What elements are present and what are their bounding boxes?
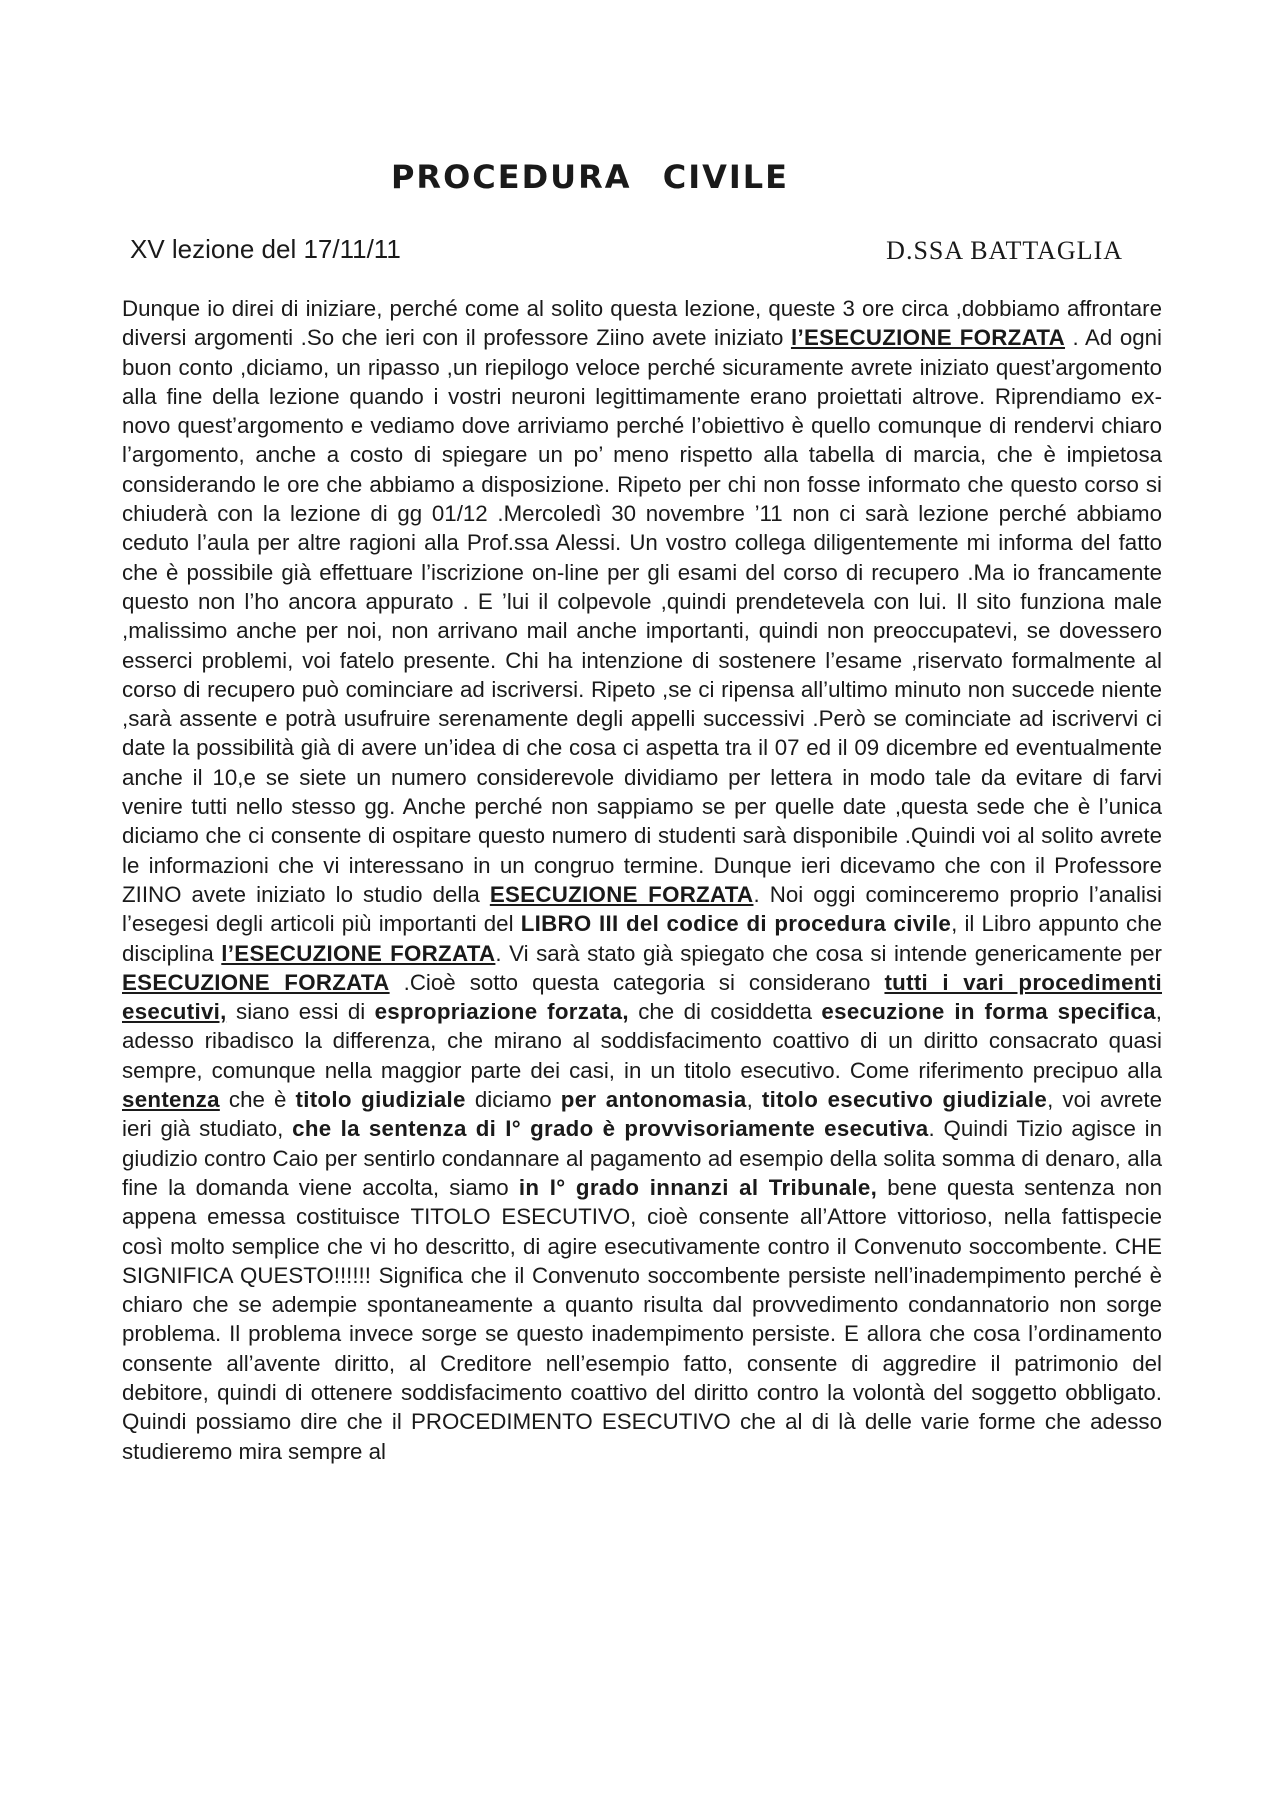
text-run: Dunque io direi di iniziare, perché come al solito questa lezione, queste 3 ore circa ,dobbiamo affrontare diversi argomenti .So che ieri con il professore Ziino avete iniziato: [122, 296, 1162, 351]
text-run: , il Libro appunto che disciplina: [122, 911, 1162, 966]
emphasis-bold: titolo giudiziale: [295, 1087, 466, 1113]
text-run: che di cosiddetta: [628, 999, 822, 1025]
emphasis-underlined: l’ESECUZIONE FORZATA: [790, 325, 1066, 351]
emphasis-bold: che la sentenza di I° grado è provvisoriamente esecutiva: [292, 1116, 929, 1142]
emphasis-bold: in I° grado innanzi al Tribunale,: [518, 1174, 878, 1200]
text-run: bene questa sentenza non appena emessa costituisce TITOLO ESECUTIVO, cioè consente all’Attore vittorioso, nella fattispecie così molto semplice che vi ho descritto, di agire esecutivamente contro il Convenuto soccombente. CHE SIGNIFICA QUESTO!!!!!! Significa che il Convenuto soccombente persiste nell’inadempimento perché è chiaro che se adempie spontaneamente a quanto risulta dal provvedimento condannatorio non sorge problema. Il problema invece sorge se questo inadempimento persiste. E allora che cosa l’ordinamento consente all’avente diritto, al Creditore nell’esempio fatto, consente di aggredire il patrimonio del debitore, quindi di ottenere soddisfacimento coattivo del diritto contro la volontà del soggetto obbligato. Quindi possiamo dire che il PROCEDIMENTO ESECUTIVO che al di là delle varie forme che adesso studieremo mira sempre al: [122, 1174, 1162, 1464]
emphasis-bold: espropriazione forzata,: [374, 999, 629, 1025]
emphasis-underlined: ESECUZIONE FORZATA: [489, 881, 754, 907]
emphasis-underlined: sentenza: [122, 1087, 220, 1113]
text-run: . Ad ogni buon conto ,diciamo, un ripasso ,un riepilogo veloce perché sicuramente avrete iniziato quest’argomento alla fine della lezione quando i vostri neuroni legittimamente erano proiettati altrove. Riprendiamo ex-novo quest’argomento e vediamo dove arriviamo perché l’obiettivo è quello comunque di rendervi chiaro l’argomento, anche a costo di spiegare un po’ meno rispetto alla tabella di marcia, che è impietosa considerando le ore che abbiamo a disposizione. Ripeto per chi non fosse informato che questo corso si chiuderà con la lezione di gg 01/12 .Mercoledì 30 novembre ’11 non ci sarà lezione perché abbiamo ceduto l’aula per altre ragioni alla Prof.ssa Alessi. Un vostro collega diligentemente mi informa del fatto che è possibile già effettuare l’iscrizione on-line per gli esami del corso di recupero .Ma io francamente questo non l’ho ancora appurato . E ’lui il colpevole ,quindi prendetevela con lui. Il sito funziona male ,malissimo anche per noi, non arrivano mail anche importanti, quindi non preoccupatevi, se dovessero esserci problemi, voi fatelo presente. Chi ha intenzione di sostenere l’esame ,riservato formalmente al corso di recupero può cominciare ad iscriversi. Ripeto ,se ci ripensa all’ultimo minuto non succede niente ,sarà assente e potrà usufruire serenamente degli appelli successivi .Però se cominciate ad iscrivervi ci date la possibilità già di avere un’idea di che cosa ci aspetta tra il 07 ed il 09 dicembre ed eventualmente anche il 10,e se siete un numero considerevole dividiamo per lettera in modo tale da evitare di farvi venire tutti nello stesso gg. Anche perché non sappiamo se per quelle date ,questa sede che è l’unica diciamo che ci consente di ospitare questo numero di studenti sarà disponibile .Quindi voi al solito avrete le informazioni che vi interessano in un congruo termine. Dunque ieri dicevamo che con il Professore ZIINO avete iniziato lo studio della: [122, 325, 1162, 907]
emphasis-underlined: tutti i vari procedimenti esecutivi,: [122, 969, 1162, 1025]
emphasis-underlined: l’ESECUZIONE FORZATA: [221, 940, 496, 966]
text-run: che è: [219, 1087, 296, 1113]
emphasis-bold: titolo esecutivo giudiziale: [761, 1087, 1048, 1113]
text-run: , adesso ribadisco la differenza, che mirano al soddisfacimento coattivo di un diritto consacrato quasi sempre, comunque nella maggior parte dei casi, in un titolo esecutivo. Come riferimento precipuo alla: [122, 999, 1162, 1083]
document-title: PROCEDURA CIVILE: [390, 158, 790, 196]
text-run: siano essi di: [226, 999, 375, 1025]
text-run: . Noi oggi cominceremo proprio l’analisi l’esegesi degli articoli più importanti del: [122, 881, 1162, 937]
emphasis-bold: esecuzione in forma specifica: [821, 999, 1156, 1025]
emphasis-bold: per antonomasia: [560, 1087, 747, 1113]
emphasis-bold: LIBRO III del codice di procedura civile: [520, 911, 952, 937]
lecture-paragraph: [122, 294, 1162, 1466]
lesson-info: XV lezione del 17/11/11: [130, 234, 401, 264]
lecture-body: [122, 294, 1162, 1466]
text-run: . Vi sarà stato già spiegato che cosa si intende genericamente per: [495, 940, 1162, 966]
lesson-header: [130, 234, 1123, 274]
text-run: ,: [746, 1087, 762, 1113]
teacher-name: D.SSA BATTAGLIA: [886, 236, 1123, 265]
text-run: .Cioè sotto questa categoria si considerano: [389, 969, 885, 995]
text-run: diciamo: [465, 1087, 561, 1113]
emphasis-underlined: ESECUZIONE FORZATA: [122, 969, 390, 995]
text-run: . Quindi Tizio agisce in giudizio contro Caio per sentirlo condannare al pagamento ad esempio della solita somma di denaro, alla fine la domanda viene accolta, siamo: [122, 1116, 1162, 1200]
text-run: , voi avrete ieri già studiato,: [122, 1087, 1163, 1142]
